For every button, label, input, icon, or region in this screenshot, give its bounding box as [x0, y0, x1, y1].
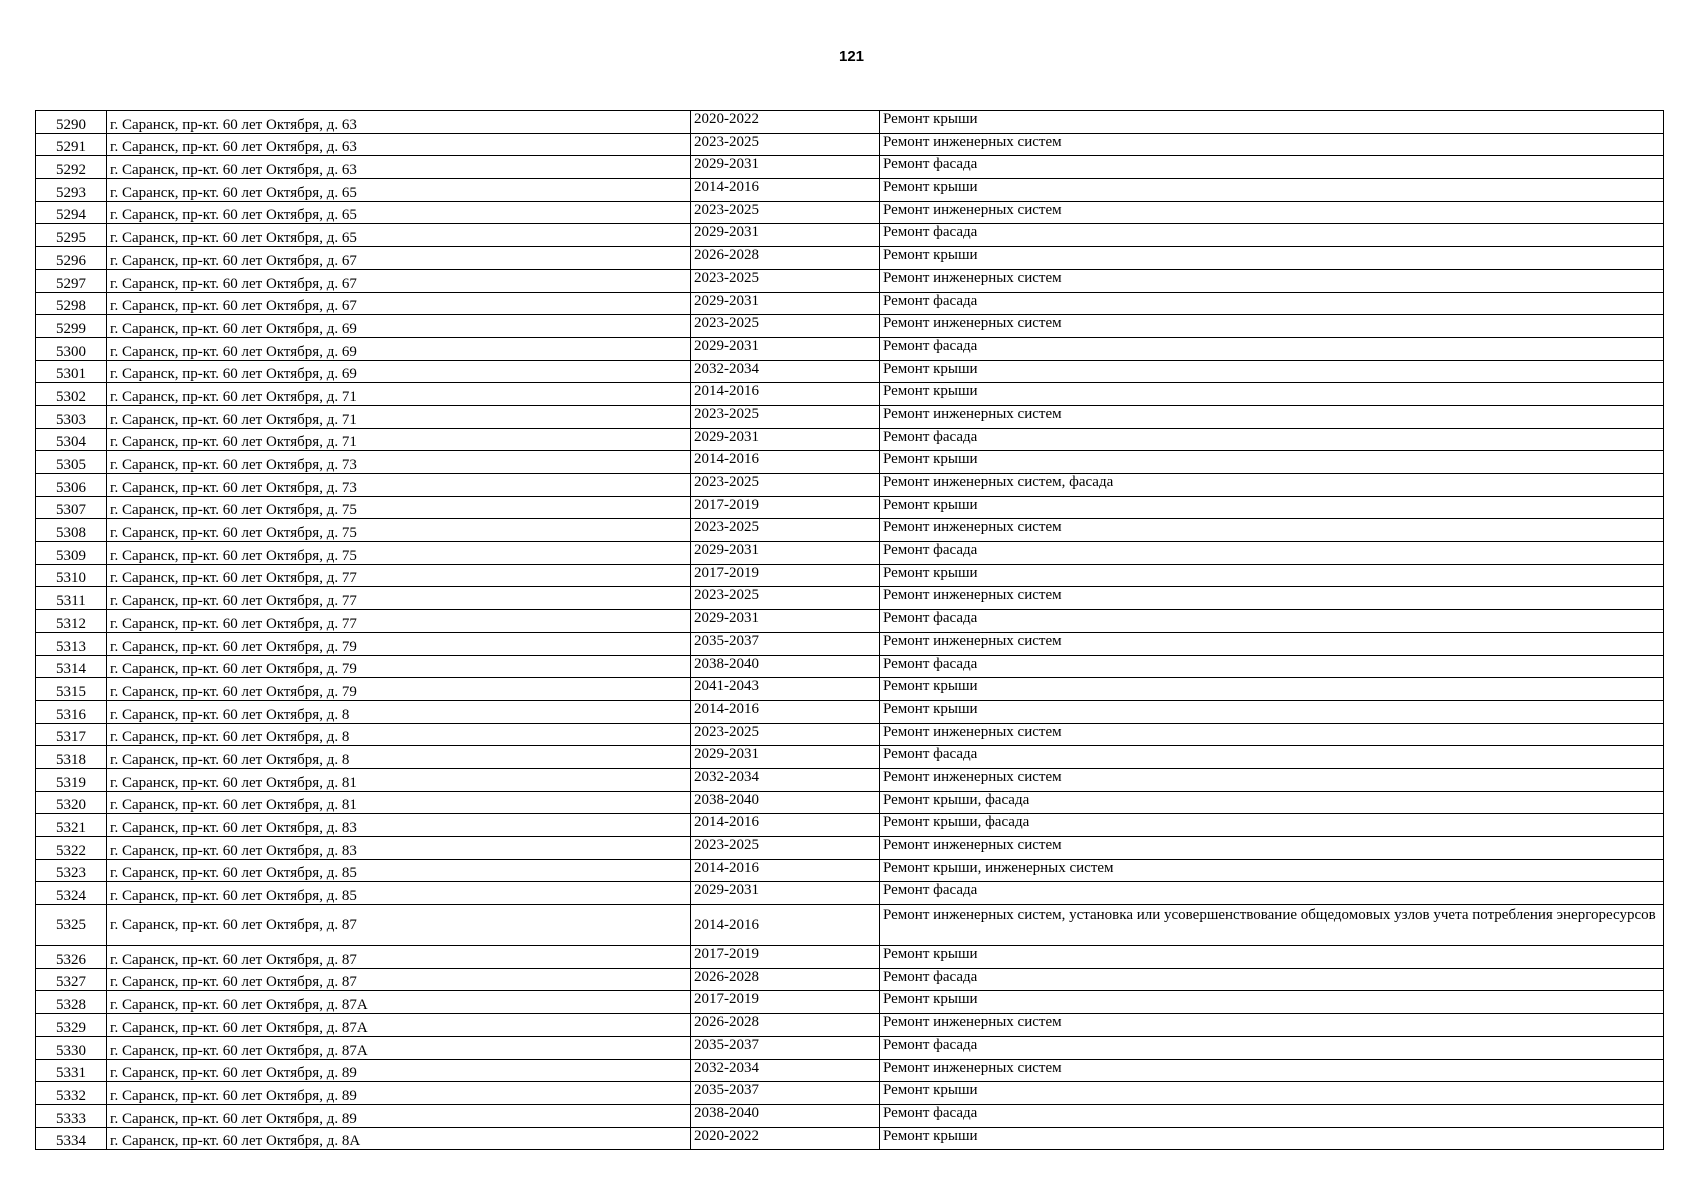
table-row — [36, 814, 1664, 837]
period-cell: 2026-2028 — [691, 1014, 880, 1037]
work-type-cell: Ремонт крыши, инженерных систем — [880, 859, 1664, 882]
table-row — [36, 360, 1664, 383]
period-cell: 2017-2019 — [691, 946, 880, 969]
row-number-cell: 5307 — [36, 496, 107, 519]
address-cell: г. Саранск, пр-кт. 60 лет Октября, д. 87 — [107, 905, 691, 946]
table-row — [36, 968, 1664, 991]
table-row — [36, 1127, 1664, 1150]
row-number-cell: 5326 — [36, 946, 107, 969]
row-number-cell: 5319 — [36, 768, 107, 791]
row-number-cell: 5325 — [36, 905, 107, 946]
row-number-cell: 5330 — [36, 1036, 107, 1059]
address-cell: г. Саранск, пр-кт. 60 лет Октября, д. 8 — [107, 746, 691, 769]
period-cell: 2032-2034 — [691, 360, 880, 383]
table-row — [36, 1104, 1664, 1127]
address-cell: г. Саранск, пр-кт. 60 лет Октября, д. 65 — [107, 224, 691, 247]
period-cell: 2020-2022 — [691, 111, 880, 134]
row-number-cell: 5327 — [36, 968, 107, 991]
work-type-cell: Ремонт фасада — [880, 292, 1664, 315]
period-cell: 2023-2025 — [691, 837, 880, 860]
address-cell: г. Саранск, пр-кт. 60 лет Октября, д. 71 — [107, 428, 691, 451]
address-cell: г. Саранск, пр-кт. 60 лет Октября, д. 85 — [107, 859, 691, 882]
address-cell: г. Саранск, пр-кт. 60 лет Октября, д. 83 — [107, 814, 691, 837]
work-type-cell: Ремонт крыши — [880, 451, 1664, 474]
work-type-cell: Ремонт крыши — [880, 247, 1664, 270]
row-number-cell: 5314 — [36, 655, 107, 678]
row-number-cell: 5313 — [36, 632, 107, 655]
work-type-cell: Ремонт инженерных систем — [880, 315, 1664, 338]
table-row — [36, 768, 1664, 791]
work-type-cell: Ремонт инженерных систем — [880, 405, 1664, 428]
row-number-cell: 5333 — [36, 1104, 107, 1127]
table-row — [36, 587, 1664, 610]
row-number-cell: 5312 — [36, 610, 107, 633]
table-row — [36, 946, 1664, 969]
table-row — [36, 224, 1664, 247]
row-number-cell: 5332 — [36, 1082, 107, 1105]
period-cell: 2014-2016 — [691, 700, 880, 723]
table-row — [36, 859, 1664, 882]
work-type-cell: Ремонт инженерных систем — [880, 837, 1664, 860]
period-cell: 2017-2019 — [691, 496, 880, 519]
address-cell: г. Саранск, пр-кт. 60 лет Октября, д. 67 — [107, 247, 691, 270]
address-cell: г. Саранск, пр-кт. 60 лет Октября, д. 8 — [107, 723, 691, 746]
table-row — [36, 1059, 1664, 1082]
row-number-cell: 5323 — [36, 859, 107, 882]
work-type-cell: Ремонт фасада — [880, 542, 1664, 565]
work-type-cell: Ремонт фасада — [880, 1104, 1664, 1127]
table-row — [36, 1014, 1664, 1037]
row-number-cell: 5311 — [36, 587, 107, 610]
address-cell: г. Саранск, пр-кт. 60 лет Октября, д. 77 — [107, 610, 691, 633]
work-type-cell: Ремонт крыши, фасада — [880, 814, 1664, 837]
row-number-cell: 5328 — [36, 991, 107, 1014]
work-type-cell: Ремонт инженерных систем — [880, 723, 1664, 746]
table-row — [36, 179, 1664, 202]
period-cell: 2029-2031 — [691, 428, 880, 451]
period-cell: 2020-2022 — [691, 1127, 880, 1150]
table-row — [36, 1036, 1664, 1059]
row-number-cell: 5317 — [36, 723, 107, 746]
period-cell: 2032-2034 — [691, 768, 880, 791]
address-cell: г. Саранск, пр-кт. 60 лет Октября, д. 89 — [107, 1082, 691, 1105]
period-cell: 2029-2031 — [691, 156, 880, 179]
period-cell: 2017-2019 — [691, 564, 880, 587]
table-row — [36, 564, 1664, 587]
work-type-cell: Ремонт фасада — [880, 428, 1664, 451]
table-row — [36, 474, 1664, 497]
row-number-cell: 5308 — [36, 519, 107, 542]
work-type-cell: Ремонт крыши — [880, 111, 1664, 134]
address-cell: г. Саранск, пр-кт. 60 лет Октября, д. 8А — [107, 1127, 691, 1150]
address-cell: г. Саранск, пр-кт. 60 лет Октября, д. 71 — [107, 405, 691, 428]
address-cell: г. Саранск, пр-кт. 60 лет Октября, д. 77 — [107, 564, 691, 587]
address-cell: г. Саранск, пр-кт. 60 лет Октября, д. 75 — [107, 496, 691, 519]
work-type-cell: Ремонт фасада — [880, 968, 1664, 991]
work-type-cell: Ремонт крыши — [880, 678, 1664, 701]
table-row — [36, 882, 1664, 905]
address-cell: г. Саранск, пр-кт. 60 лет Октября, д. 87 — [107, 946, 691, 969]
table-row — [36, 700, 1664, 723]
table-row — [36, 383, 1664, 406]
period-cell: 2023-2025 — [691, 315, 880, 338]
address-cell: г. Саранск, пр-кт. 60 лет Октября, д. 65 — [107, 201, 691, 224]
address-cell: г. Саранск, пр-кт. 60 лет Октября, д. 87А — [107, 991, 691, 1014]
address-cell: г. Саранск, пр-кт. 60 лет Октября, д. 71 — [107, 383, 691, 406]
row-number-cell: 5291 — [36, 133, 107, 156]
work-type-cell: Ремонт фасада — [880, 337, 1664, 360]
row-number-cell: 5331 — [36, 1059, 107, 1082]
period-cell: 2023-2025 — [691, 269, 880, 292]
address-cell: г. Саранск, пр-кт. 60 лет Октября, д. 83 — [107, 837, 691, 860]
table-row — [36, 519, 1664, 542]
work-type-cell: Ремонт инженерных систем — [880, 519, 1664, 542]
work-type-cell: Ремонт фасада — [880, 882, 1664, 905]
row-number-cell: 5321 — [36, 814, 107, 837]
table-row — [36, 632, 1664, 655]
period-cell: 2041-2043 — [691, 678, 880, 701]
table-row — [36, 451, 1664, 474]
address-cell: г. Саранск, пр-кт. 60 лет Октября, д. 87 — [107, 968, 691, 991]
address-cell: г. Саранск, пр-кт. 60 лет Октября, д. 75 — [107, 542, 691, 565]
table-row — [36, 428, 1664, 451]
row-number-cell: 5318 — [36, 746, 107, 769]
address-cell: г. Саранск, пр-кт. 60 лет Октября, д. 67 — [107, 292, 691, 315]
period-cell: 2014-2016 — [691, 383, 880, 406]
address-cell: г. Саранск, пр-кт. 60 лет Октября, д. 73 — [107, 451, 691, 474]
work-type-cell: Ремонт инженерных систем, установка или усовершенствование общедомовых узлов учета потребления энергоресурсов — [880, 905, 1664, 946]
table-row — [36, 156, 1664, 179]
table-row — [36, 496, 1664, 519]
address-cell: г. Саранск, пр-кт. 60 лет Октября, д. 79 — [107, 632, 691, 655]
work-type-cell: Ремонт инженерных систем, фасада — [880, 474, 1664, 497]
period-cell: 2023-2025 — [691, 405, 880, 428]
period-cell: 2017-2019 — [691, 991, 880, 1014]
address-cell: г. Саранск, пр-кт. 60 лет Октября, д. 87А — [107, 1036, 691, 1059]
work-type-cell: Ремонт инженерных систем — [880, 269, 1664, 292]
row-number-cell: 5303 — [36, 405, 107, 428]
period-cell: 2029-2031 — [691, 882, 880, 905]
table-row — [36, 542, 1664, 565]
period-cell: 2029-2031 — [691, 542, 880, 565]
work-type-cell: Ремонт крыши — [880, 360, 1664, 383]
work-type-cell: Ремонт крыши, фасада — [880, 791, 1664, 814]
row-number-cell: 5322 — [36, 837, 107, 860]
row-number-cell: 5310 — [36, 564, 107, 587]
repair-schedule-table — [35, 110, 1664, 1150]
period-cell: 2026-2028 — [691, 247, 880, 270]
row-number-cell: 5305 — [36, 451, 107, 474]
period-cell: 2029-2031 — [691, 224, 880, 247]
row-number-cell: 5298 — [36, 292, 107, 315]
work-type-cell: Ремонт фасада — [880, 224, 1664, 247]
address-cell: г. Саранск, пр-кт. 60 лет Октября, д. 89 — [107, 1059, 691, 1082]
period-cell: 2023-2025 — [691, 133, 880, 156]
period-cell: 2014-2016 — [691, 451, 880, 474]
address-cell: г. Саранск, пр-кт. 60 лет Октября, д. 89 — [107, 1104, 691, 1127]
work-type-cell: Ремонт крыши — [880, 383, 1664, 406]
row-number-cell: 5292 — [36, 156, 107, 179]
work-type-cell: Ремонт крыши — [880, 700, 1664, 723]
row-number-cell: 5290 — [36, 111, 107, 134]
table-row — [36, 791, 1664, 814]
period-cell: 2014-2016 — [691, 859, 880, 882]
work-type-cell: Ремонт фасада — [880, 655, 1664, 678]
row-number-cell: 5334 — [36, 1127, 107, 1150]
address-cell: г. Саранск, пр-кт. 60 лет Октября, д. 69 — [107, 360, 691, 383]
period-cell: 2023-2025 — [691, 474, 880, 497]
table-row — [36, 111, 1664, 134]
work-type-cell: Ремонт инженерных систем — [880, 1014, 1664, 1037]
table-row — [36, 1082, 1664, 1105]
work-type-cell: Ремонт крыши — [880, 179, 1664, 202]
row-number-cell: 5294 — [36, 201, 107, 224]
period-cell: 2032-2034 — [691, 1059, 880, 1082]
table-body — [36, 111, 1664, 1150]
work-type-cell: Ремонт фасада — [880, 746, 1664, 769]
work-type-cell: Ремонт фасада — [880, 156, 1664, 179]
work-type-cell: Ремонт крыши — [880, 946, 1664, 969]
table-row — [36, 655, 1664, 678]
row-number-cell: 5316 — [36, 700, 107, 723]
work-type-cell: Ремонт крыши — [880, 1127, 1664, 1150]
address-cell: г. Саранск, пр-кт. 60 лет Октября, д. 75 — [107, 519, 691, 542]
row-number-cell: 5306 — [36, 474, 107, 497]
table-row — [36, 405, 1664, 428]
row-number-cell: 5301 — [36, 360, 107, 383]
period-cell: 2029-2031 — [691, 746, 880, 769]
table-row — [36, 905, 1664, 946]
address-cell: г. Саранск, пр-кт. 60 лет Октября, д. 87А — [107, 1014, 691, 1037]
row-number-cell: 5300 — [36, 337, 107, 360]
period-cell: 2029-2031 — [691, 610, 880, 633]
period-cell: 2038-2040 — [691, 1104, 880, 1127]
address-cell: г. Саранск, пр-кт. 60 лет Октября, д. 8 — [107, 700, 691, 723]
period-cell: 2023-2025 — [691, 723, 880, 746]
address-cell: г. Саранск, пр-кт. 60 лет Октября, д. 67 — [107, 269, 691, 292]
work-type-cell: Ремонт фасада — [880, 1036, 1664, 1059]
address-cell: г. Саранск, пр-кт. 60 лет Октября, д. 69 — [107, 315, 691, 338]
address-cell: г. Саранск, пр-кт. 60 лет Октября, д. 65 — [107, 179, 691, 202]
period-cell: 2023-2025 — [691, 519, 880, 542]
period-cell: 2023-2025 — [691, 587, 880, 610]
work-type-cell: Ремонт инженерных систем — [880, 1059, 1664, 1082]
row-number-cell: 5296 — [36, 247, 107, 270]
work-type-cell: Ремонт крыши — [880, 496, 1664, 519]
row-number-cell: 5302 — [36, 383, 107, 406]
table-row — [36, 247, 1664, 270]
table-row — [36, 610, 1664, 633]
period-cell: 2014-2016 — [691, 179, 880, 202]
work-type-cell: Ремонт крыши — [880, 991, 1664, 1014]
row-number-cell: 5299 — [36, 315, 107, 338]
row-number-cell: 5295 — [36, 224, 107, 247]
work-type-cell: Ремонт инженерных систем — [880, 768, 1664, 791]
work-type-cell: Ремонт инженерных систем — [880, 133, 1664, 156]
period-cell: 2029-2031 — [691, 337, 880, 360]
address-cell: г. Саранск, пр-кт. 60 лет Октября, д. 63 — [107, 133, 691, 156]
period-cell: 2038-2040 — [691, 791, 880, 814]
address-cell: г. Саранск, пр-кт. 60 лет Октября, д. 77 — [107, 587, 691, 610]
table-row — [36, 678, 1664, 701]
address-cell: г. Саранск, пр-кт. 60 лет Октября, д. 79 — [107, 655, 691, 678]
address-cell: г. Саранск, пр-кт. 60 лет Октября, д. 69 — [107, 337, 691, 360]
period-cell: 2035-2037 — [691, 1082, 880, 1105]
address-cell: г. Саранск, пр-кт. 60 лет Октября, д. 63 — [107, 156, 691, 179]
table-row — [36, 837, 1664, 860]
work-type-cell: Ремонт крыши — [880, 564, 1664, 587]
table-row — [36, 133, 1664, 156]
period-cell: 2014-2016 — [691, 814, 880, 837]
row-number-cell: 5297 — [36, 269, 107, 292]
row-number-cell: 5324 — [36, 882, 107, 905]
table-row — [36, 991, 1664, 1014]
row-number-cell: 5315 — [36, 678, 107, 701]
work-type-cell: Ремонт крыши — [880, 1082, 1664, 1105]
row-number-cell: 5309 — [36, 542, 107, 565]
address-cell: г. Саранск, пр-кт. 60 лет Октября, д. 79 — [107, 678, 691, 701]
page-number: 121 — [838, 48, 865, 65]
table-row — [36, 315, 1664, 338]
table-row — [36, 746, 1664, 769]
row-number-cell: 5320 — [36, 791, 107, 814]
address-cell: г. Саранск, пр-кт. 60 лет Октября, д. 81 — [107, 768, 691, 791]
row-number-cell: 5329 — [36, 1014, 107, 1037]
table-row — [36, 269, 1664, 292]
address-cell: г. Саранск, пр-кт. 60 лет Октября, д. 73 — [107, 474, 691, 497]
table-row — [36, 201, 1664, 224]
period-cell: 2035-2037 — [691, 632, 880, 655]
period-cell: 2029-2031 — [691, 292, 880, 315]
period-cell: 2035-2037 — [691, 1036, 880, 1059]
period-cell: 2038-2040 — [691, 655, 880, 678]
address-cell: г. Саранск, пр-кт. 60 лет Октября, д. 81 — [107, 791, 691, 814]
address-cell: г. Саранск, пр-кт. 60 лет Октября, д. 63 — [107, 111, 691, 134]
row-number-cell: 5304 — [36, 428, 107, 451]
table-row — [36, 723, 1664, 746]
work-type-cell: Ремонт инженерных систем — [880, 632, 1664, 655]
row-number-cell: 5293 — [36, 179, 107, 202]
address-cell: г. Саранск, пр-кт. 60 лет Октября, д. 85 — [107, 882, 691, 905]
work-type-cell: Ремонт инженерных систем — [880, 201, 1664, 224]
work-type-cell: Ремонт фасада — [880, 610, 1664, 633]
table-row — [36, 292, 1664, 315]
work-type-cell: Ремонт инженерных систем — [880, 587, 1664, 610]
table-row — [36, 337, 1664, 360]
period-cell: 2026-2028 — [691, 968, 880, 991]
period-cell: 2014-2016 — [691, 905, 880, 946]
period-cell: 2023-2025 — [691, 201, 880, 224]
